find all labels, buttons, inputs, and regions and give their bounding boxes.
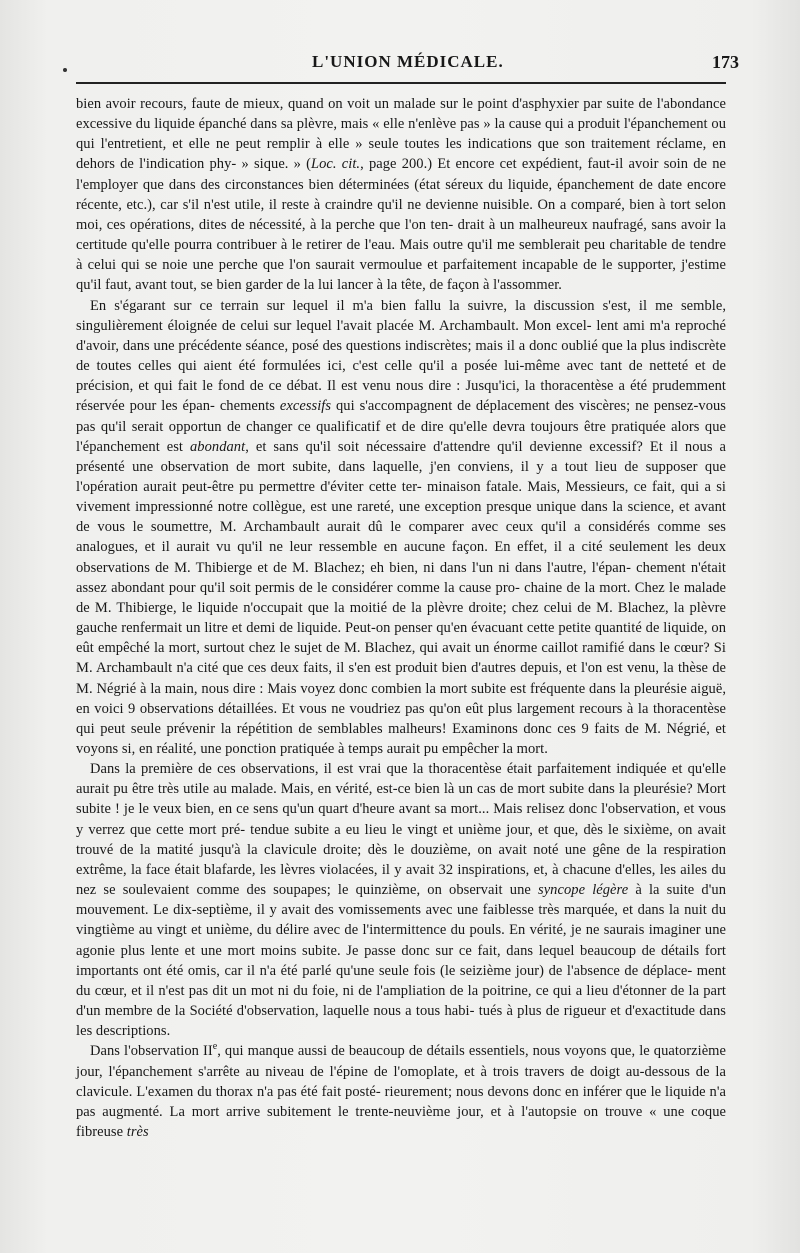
paragraph-3: Dans la première de ces observations, il est vrai que la thoracentèse était parfaitement indiquée et qu'elle aurait pu être très utile au malade. Mais, en vérité, est-ce bien là un cas de mort subite dans la pleurésie? Mort subite ! je le veux bien, en ce sens qu'un quart d'heure avant sa mort... Mais relisez donc l'observation, et vous y verrez que cette mort pré- tendue subite a eu lieu le vingt et unième jour, et que, dès le sixième, on avait trouvé de la matité jusqu'à la clavicule droite; dès le douzième, on avait noté une gêne de la respiration extrême, la face était blafarde, les lèvres violacées, il y avait 32 inspirations, et, à chacune d'elles, les ailes du nez se soulevaient comme des soupapes; le quinzième, on observait une syncope légère à la suite d'un mouvement. Le dix-septième, il y avait des vomissements avec une faiblesse très marquée, et dans la nuit du vingtième au vingt et unième, du délire avec de l'intermittence du pouls. En vérité, je ne saurais imaginer une agonie plus lente et une mort moins subite. Je passe donc sur ce fait, dans lequel beaucoup de détails fort importants ont été omis, car il n'a été parlé qu'une seule fois (le seizième jour) de l'absence de déplace- ment du cœur, et il n'est pas dit un mot ni du foie, ni de l'ampliation de la poitrine, ce qui a lieu d'étonner de la part d'un membre de la Société d'observation, laquelle nous a tous habi- tués à plus de rigueur et d'exactitude dans les descriptions. (76, 761, 726, 1040)
emphasis-tres: très (126, 1123, 149, 1140)
emphasis-abondant: abondant (190, 438, 246, 455)
paragraph-4: Dans l'observation IIe, qui manque aussi de beaucoup de détails essentiels, nous voyons que, le quatorzième jour, l'épanchement s'arrête au niveau de l'épine de l'omoplate, et à trois travers de doigt au-dessous de la clavicule. L'examen du thorax n'a pas été fait posté- rieurement; nous devons donc en inférer que le liquide n'a pas augmenté. La mort arrive subitement le trente-neuvième jour, et à l'autopsie on trouve « une coque fibreuse très (76, 1041, 726, 1140)
header-rule (76, 82, 726, 84)
citation-reference: Loc. cit. (311, 156, 361, 173)
emphasis-excessifs: excessifs (279, 398, 332, 415)
running-title: L'UNION MÉDICALE. (312, 52, 504, 71)
page-number: 173 (712, 52, 739, 72)
paragraph-2: En s'égarant sur ce terrain sur lequel il m'a bien fallu la suivre, la discussion s'est, il me semble, singulièrement éloignée de celui sur lequel l'avait placée M. Archambault. Mon excel- lent ami m'a reproché d'avoir, dans une précédente séance, posé des questions indiscrètes; mais il a donc oublié que la plus indiscrète de toutes celles qui aient été formulées ici, c'est celle qu'il a posée lui-même avec tant de netteté et de précision, et qui fait le fond de ce débat. Il est venu nous dire : Jusqu'ici, la thoracentèse a été prudemment réservée pour les épan- chements excessifs qui s'accompagnent de déplacement des viscères; ne pensez-vous pas qu'il serait opportun de changer ce qualificatif et de dire qu'elle devra toujours être pratiquée alors que l'épanchement est abondant, et sans qu'il soit nécessaire d'attendre qu'il devienne excessif? Et il nous a présenté une observation de mort subite, dans laquelle, j'en conviens, il y a tout lieu de supposer que l'opération aurait peut-être pu permettre d'éviter cette ter- minaison fatale. Mais, Messieurs, ce fait, qui a si vivement impressionné notre collègue, est une rareté, une exception presque unique dans la science, et avant de vous le soumettre, M. Archambault aurait dû le comparer avec ceux qu'il a considérés comme ses analogues, et il aurait vu qu'il ne leur ressemble en aucune façon. En effet, il a cité seulement les deux observations de M. Thibierge et de M. Blachez; eh bien, ni dans l'un ni dans l'autre, l'épan- chement n'était assez abondant pour qu'il soit permis de le considérer comme la cause pro- chaine de la mort. Chez le malade de M. Thibierge, le liquide n'occupait que la moitié de la plèvre droite; chez celui de M. Blachez, la plèvre gauche renfermait un litre et demi de liquide. Peut-on penser qu'en évacuant cette petite quantité de liquide, on eût empêché la mort, surtout chez le sujet de M. Blachez, qui avait un énorme caillot ramifié dans le cœur? Si M. Archambault n'a cité que ces deux faits, il s'en est produit bien d'autres depuis, et l'on est venu, la thèse de M. Négrié à la main, nous dire : Mais voyez donc combien la mort subite est fréquente dans la pleurésie aiguë, en voici 9 observations détaillées. Et vous ne voudriez pas qu'on eût plus largement recours à la thoracentèse qui peut seule prévenir la répétition de semblables malheurs! Examinons donc ces 9 faits de M. Négrié, et voyons si, en réalité, une ponction pratiquée à temps aurait pu empêcher la mort. (76, 297, 726, 757)
running-header (0, 50, 800, 80)
article-body (76, 94, 726, 1142)
paragraph-1: bien avoir recours, faute de mieux, quand on voit un malade sur le point d'asphyxier par suite de l'abondance excessive du liquide épanché dans sa plèvre, mais « elle n'enlève pas » la cause qui a produit l'épanchement ou qui l'entretient, et elle ne peut remplir à elle » seule toutes les indications que son traitement réclame, en dehors de l'indication phy- » sique. » (Loc. cit., page 200.) Et encore cet expédient, faut-il avoir soin de ne l'employer que dans des circonstances bien déterminées (état séreux du liquide, épanchement de date encore récente, etc.), car s'il n'est utile, il reste à craindre qu'il ne devienne nuisible. On a comparé, bien à tort selon moi, ces opérations, dites de nécessité, à la perche que l'on ten- drait à un malheureux naufragé, sans avoir la certitude qu'elle pourra contribuer à le retirer de l'eau. Mais outre qu'il me semblerait peu charitable de tendre à celui qui se noie une perche que l'on saurait vermoulue et parfaitement incapable de le supporter, j'estime qu'il faut, avant tout, se bien garder de la lui lancer à la tête, de façon à l'assommer. (76, 96, 726, 294)
emphasis-syncope: syncope légère (538, 882, 629, 899)
superscript-e: e (212, 1041, 218, 1053)
